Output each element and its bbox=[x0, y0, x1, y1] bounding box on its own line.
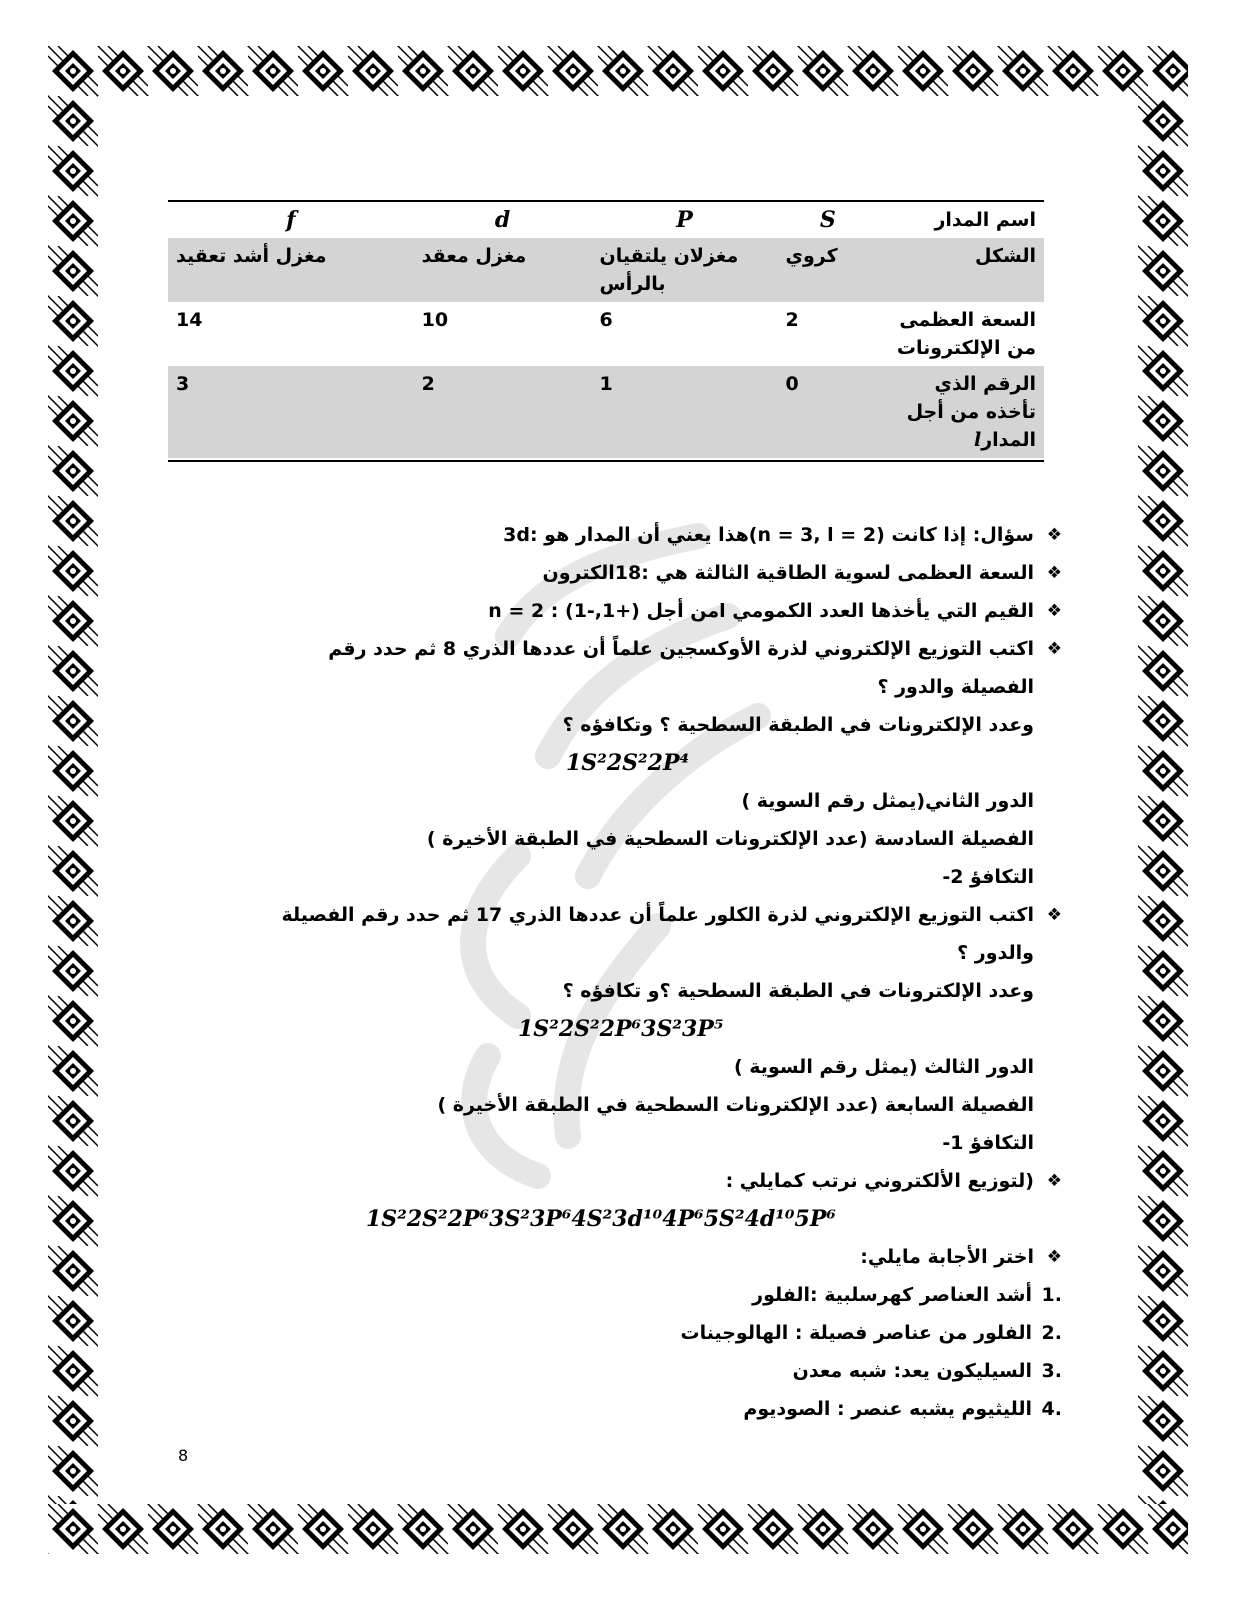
chlorine-group: الفصيلة السابعة (عدد الإلكترونات السطحية في الطبقة الأخيرة ) bbox=[437, 1094, 1034, 1116]
table-cell: 2 bbox=[414, 366, 592, 458]
row-label-l-text: الرقم الذي تأخذه من أجل المدار bbox=[906, 373, 1036, 451]
border-bottom bbox=[48, 1504, 1188, 1554]
list-text: أشد العناصر كهرسلبية :الفلور bbox=[752, 1284, 1032, 1306]
chlorine-question-2: وعدد الإلكترونات في الطبقة السطحية ؟و تكافؤه ؟ bbox=[562, 980, 1034, 1002]
orbital-table bbox=[168, 200, 1044, 458]
item-order-title: ❖ (لتوزيع الألكتروني نرتب كمايلي : bbox=[162, 1162, 1062, 1200]
row-label-l bbox=[878, 366, 1044, 458]
page bbox=[98, 96, 1138, 1504]
content bbox=[162, 516, 1062, 1428]
table-cell: كروي bbox=[778, 238, 878, 302]
chlorine-config: 1S²2S²2P⁶3S²3P⁵ bbox=[518, 1016, 724, 1042]
item-choose-title: ❖ اختر الأجابة مايلي: bbox=[162, 1238, 1062, 1276]
border-left bbox=[48, 96, 98, 1504]
order-config: 1S²2S²2P⁶3S²3P⁶4S²3d¹⁰4P⁶5S²4d¹⁰5P⁶ bbox=[366, 1206, 837, 1232]
row-label-capacity: السعة العظمى من الإلكترونات bbox=[896, 309, 1036, 359]
border-top bbox=[48, 46, 1188, 96]
table-header-row bbox=[168, 201, 1044, 238]
table-header-label: اسم المدار bbox=[878, 201, 1044, 238]
oxygen-valence: التكافؤ 2- bbox=[942, 866, 1034, 888]
oxygen-period: الدور الثاني(يمثل رقم السوية ) bbox=[741, 790, 1034, 812]
oxygen-group: الفصيلة السادسة (عدد الإلكترونات السطحية في الطبقة الأخيرة ) bbox=[426, 828, 1034, 850]
table-cell: 1 bbox=[592, 366, 778, 458]
item-l-values: ❖ القيم التي يأخذها العدد الكمومي lمن أجل n = 2 : (1-,1+) bbox=[162, 592, 1062, 630]
table-cell: مغزلان يلتقيان بالرأس bbox=[592, 238, 778, 302]
list-number: 2. bbox=[1041, 1322, 1062, 1344]
oxygen-config: 1S²2S²2P⁴ bbox=[566, 750, 690, 776]
list-item bbox=[162, 1352, 1062, 1390]
row-label-shape: الشكل bbox=[878, 238, 1044, 302]
table-cell: 3 bbox=[168, 366, 414, 458]
item-chlorine-question: ❖ اكتب التوزيع الإلكتروني لذرة الكلور علماً أن عددها الذري 17 ثم حدد رقم الفصيلة bbox=[162, 896, 1062, 934]
table-cell: 10 bbox=[421, 309, 449, 331]
list-text: الليثيوم يشبه عنصر : الصوديوم bbox=[743, 1398, 1032, 1420]
list-item bbox=[162, 1276, 1062, 1314]
list-number: 1. bbox=[1041, 1284, 1062, 1306]
chlorine-question-cont: والدور ؟ bbox=[957, 942, 1034, 964]
list-item bbox=[162, 1314, 1062, 1352]
chlorine-valence: التكافؤ 1- bbox=[942, 1132, 1034, 1154]
list-text: الفلور من عناصر فصيلة : الهالوجينات bbox=[680, 1322, 1032, 1344]
item-question-3d: ❖ سؤال: إذا كانت (n = 3, l = 2)هذا يعني أن المدار هو :3d bbox=[162, 516, 1062, 554]
chlorine-period: الدور الثالث (يمثل رقم السوية ) bbox=[733, 1056, 1034, 1078]
symbol-f: f bbox=[168, 201, 414, 238]
list-number: 4. bbox=[1041, 1398, 1062, 1420]
oxygen-question-cont: الفصيلة والدور ؟ bbox=[877, 676, 1034, 698]
table-bottom-rule bbox=[168, 460, 1044, 462]
table-cell: 14 bbox=[176, 309, 203, 331]
list-number: 3. bbox=[1041, 1360, 1062, 1382]
item-capacity-third-level: ❖ السعة العظمى لسوية الطاقية الثالثة هي :18الكترون bbox=[162, 554, 1062, 592]
table-row bbox=[168, 366, 1044, 458]
table-cell: 2 bbox=[785, 309, 799, 331]
symbol-p: P bbox=[592, 201, 778, 238]
table-cell: مغزل أشد تعقيد bbox=[168, 238, 414, 302]
oxygen-question-2: وعدد الإلكترونات في الطبقة السطحية ؟ وتكافؤه ؟ bbox=[562, 714, 1034, 736]
table-row bbox=[168, 238, 1044, 302]
table-cell: مغزل معقد bbox=[414, 238, 592, 302]
table-row bbox=[168, 302, 1044, 366]
item-oxygen-question: ❖ اكتب التوزيع الإلكتروني لذرة الأوكسجين علماً أن عددها الذري 8 ثم حدد رقم bbox=[162, 630, 1062, 668]
symbol-d: d bbox=[414, 201, 592, 238]
table-cell: 6 bbox=[599, 309, 613, 331]
table-cell: 0 bbox=[778, 366, 878, 458]
symbol-s: S bbox=[778, 201, 878, 238]
page-number: 8 bbox=[178, 1446, 189, 1465]
list-text: السيليكون يعد: شبه معدن bbox=[792, 1360, 1032, 1382]
list-item bbox=[162, 1390, 1062, 1428]
border-right bbox=[1138, 96, 1188, 1504]
row-label-l-symbol: l bbox=[973, 429, 982, 451]
